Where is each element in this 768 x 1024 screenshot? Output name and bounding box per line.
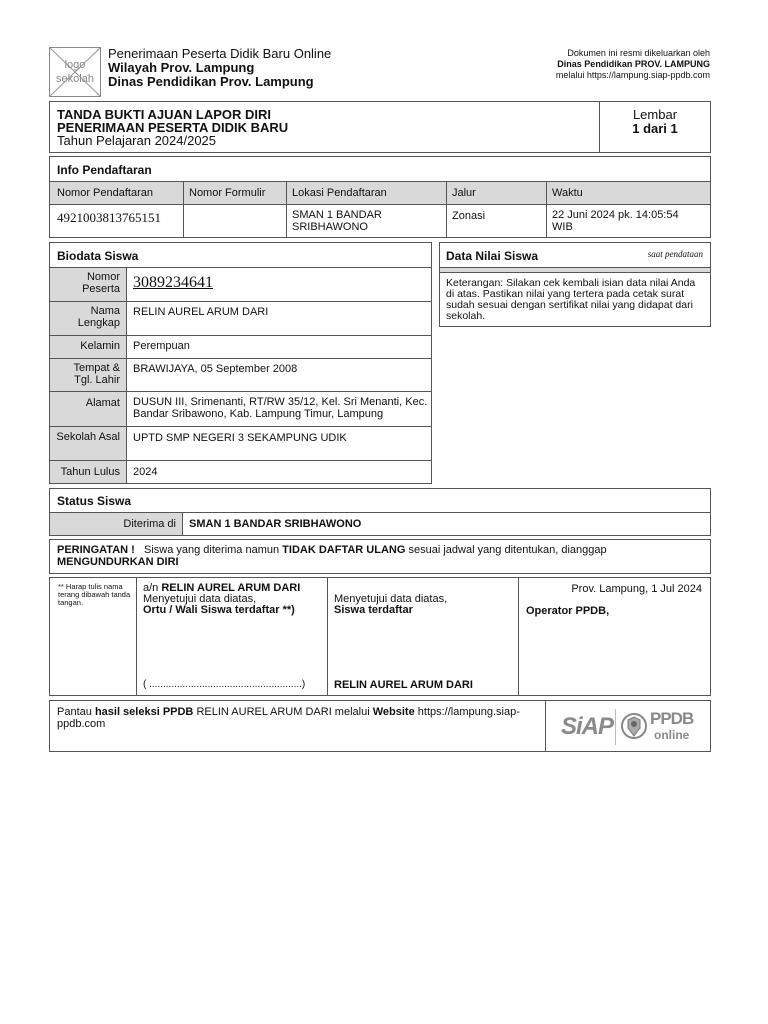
siap-logo: SiAP (561, 713, 614, 740)
biodata-label-nomor-peserta: Nomor Peserta (82, 271, 120, 295)
info-value-nomor-pendaftaran: 4921003813765151 (57, 210, 161, 225)
biodata-value-tahun-lulus: 2024 (133, 466, 158, 478)
info-header-nomor-pendaftaran: Nomor Pendaftaran (57, 187, 153, 199)
biodata-value-nomor-peserta: 3089234641 (133, 274, 213, 291)
footer-url[interactable]: https://lampung.siap-ppdb.com (57, 706, 520, 730)
status-section (49, 488, 711, 536)
signature-note: ** Harap tulis nama terang dibawah tanda tangan. (58, 582, 131, 607)
biodata-label-sekolah: Sekolah Asal (56, 431, 120, 443)
signature-ortu-line2: Ortu / Wali Siswa terdaftar **) (143, 604, 295, 616)
logo-text-line1: logo (64, 59, 86, 71)
issuer-line1: Dokumen ini resmi dikeluarkan oleh (567, 48, 710, 58)
biodata-label-alamat: Alamat (85, 397, 120, 409)
peringatan-text2: sesuai jadwal yang ditentukan, dianggap (408, 544, 607, 556)
title-box (49, 101, 711, 153)
lembar-value: 1 dari 1 (632, 121, 678, 136)
info-header-nomor-formulir: Nomor Formulir (189, 187, 266, 199)
ppdb-logo-text: PPDB (650, 709, 694, 728)
status-value: SMAN 1 BANDAR SRIBHAWONO (189, 518, 362, 530)
status-label: Diterima di (123, 518, 176, 530)
signature-an: a/n (143, 582, 159, 594)
header-line2: Wilayah Prov. Lampung (108, 60, 255, 75)
info-header-waktu: Waktu (552, 187, 583, 199)
signature-date: Prov. Lampung, 1 Jul 2024 (571, 583, 702, 595)
signature-section (49, 577, 711, 696)
peringatan-text1: Siswa yang diterima namun (143, 544, 280, 556)
signature-ortu-line1: Menyetujui data diatas, (143, 593, 257, 605)
header-line1: Penerimaan Peserta Didik Baru Online (108, 46, 332, 61)
nilai-heading: Data Nilai Siswa (446, 249, 539, 263)
signature-siswa-line2: Siswa terdaftar (334, 604, 413, 616)
nilai-keterangan: Keterangan: Silakan cek kembali isian data nilai Anda di atas. Pastikan nilai yang tertera pada cetak surat sudah sesuai dengan sertifikat nilai yang didapat dari sekolah. (446, 277, 696, 323)
signature-operator: Operator PPDB, (526, 605, 610, 617)
signature-ortu-blank: ( .......................................................) (143, 679, 306, 690)
biodata-value-ttl: BRAWIJAYA, 05 September 2008 (133, 363, 298, 375)
header-titles (108, 47, 331, 89)
info-value-jalur: Zonasi (452, 210, 486, 222)
footer-b2: Website (372, 706, 415, 718)
peringatan-label: PERINGATAN ! (57, 544, 135, 556)
signature-col-siswa (334, 594, 514, 616)
info-value-waktu: 22 Juni 2024 pk. 14:05:54 WIB (552, 209, 679, 233)
footer-b1: hasil seleksi PPDB (94, 706, 194, 718)
issuer-line3: melalui https://lampung.siap-ppdb.com (555, 70, 710, 80)
peringatan-bold2: MENGUNDURKAN DIRI (57, 555, 179, 568)
school-logo-placeholder (49, 47, 101, 97)
issuer-line2: Dinas Pendidikan PROV. LAMPUNG (557, 59, 710, 69)
peringatan-section (49, 539, 711, 574)
biodata-label-ttl: Tempat & Tgl. Lahir (73, 362, 120, 386)
signature-an-name: RELIN AUREL ARUM DARI (161, 582, 301, 594)
header-issuer (556, 48, 710, 81)
logo-text-line2: sekolah (56, 73, 94, 85)
biodata-value-kelamin: Perempuan (133, 340, 190, 352)
info-value-lokasi: SMAN 1 BANDAR SRIBHAWONO (292, 209, 382, 233)
footer-t1: Pantau (57, 706, 92, 718)
info-header-jalur: Jalur (452, 187, 476, 199)
status-heading: Status Siswa (57, 494, 132, 508)
biodata-section (49, 242, 432, 484)
doc-title-line1: TANDA BUKTI AJUAN LAPOR DIRI (57, 107, 272, 122)
info-heading: Info Pendaftaran (57, 163, 152, 177)
signature-col-ortu (143, 583, 323, 616)
doc-title-line2: PENERIMAAN PESERTA DIDIK BARU (57, 120, 289, 135)
nilai-section (439, 242, 711, 327)
biodata-label-nama: Nama Lengkap (77, 305, 120, 329)
biodata-value-sekolah: UPTD SMP NEGERI 3 SEKAMPUNG UDIK (133, 432, 347, 444)
doc-title-line3: Tahun Pelajaran 2024/2025 (57, 133, 217, 148)
footer-t2: RELIN AUREL ARUM DARI melalui (196, 706, 370, 718)
signature-siswa-name: RELIN AUREL ARUM DARI (334, 679, 473, 691)
biodata-value-alamat: DUSUN III, Srimenanti, RT/RW 35/12, Kel. Sri Menanti, Kec. Bandar Sribawono, Kab. Lampung Timur, Lampung (133, 396, 428, 420)
signature-siswa-line1: Menyetujui data diatas, (334, 593, 448, 605)
info-pendaftaran-section (49, 156, 711, 238)
biodata-label-tahun-lulus: Tahun Lulus (60, 466, 120, 478)
lembar-label: Lembar (632, 107, 678, 122)
biodata-heading: Biodata Siswa (57, 249, 139, 263)
biodata-value-nama: RELIN AUREL ARUM DARI (133, 306, 269, 318)
ppdb-logo-online: online (654, 728, 690, 742)
ppdb-emblem-icon (621, 710, 647, 742)
nilai-note: saat pendataan (647, 249, 703, 259)
footer-section (49, 700, 711, 752)
biodata-label-kelamin: Kelamin (80, 340, 120, 352)
header-line3: Dinas Pendidikan Prov. Lampung (108, 74, 314, 89)
info-header-lokasi: Lokasi Pendaftaran (292, 187, 387, 199)
peringatan-bold1: TIDAK DAFTAR ULANG (282, 544, 406, 556)
